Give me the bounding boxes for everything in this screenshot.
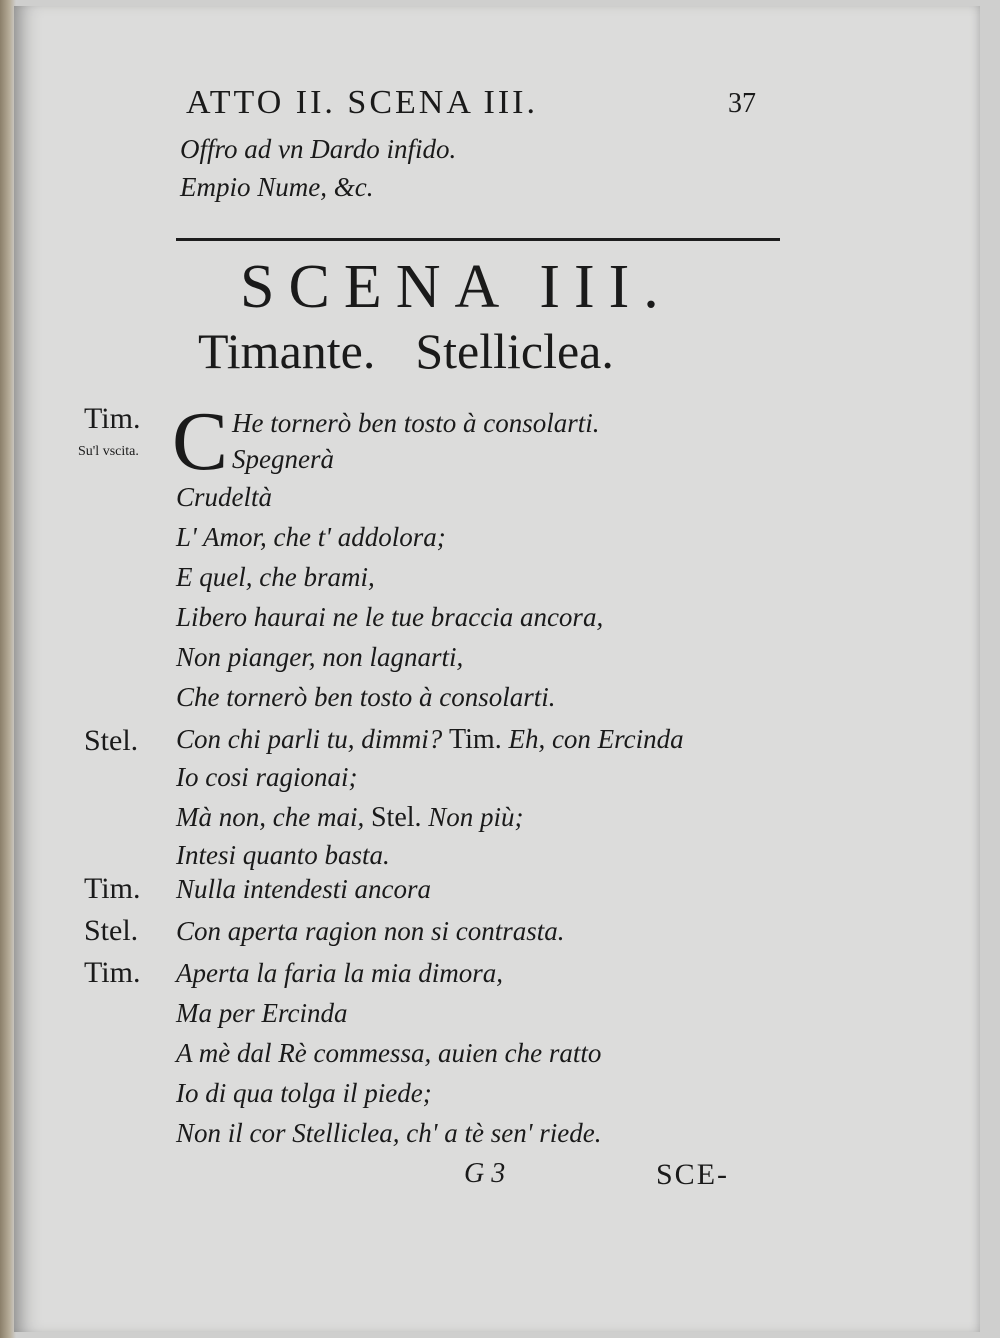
speaker-label: Tim. [84,402,141,435]
running-head: ATTO II. SCENA III. [186,84,538,121]
verse-line: Non pianger, non lagnarti, [176,642,464,672]
catchword: SCE- [656,1158,730,1191]
verse-line: A mè dal Rè commessa, auien che ratto [176,1038,602,1068]
verse-line: Ma per Ercinda [176,998,348,1028]
verse-line: Nulla intendesti ancora [176,874,431,904]
verse-fragment: Non più; [428,802,524,832]
inline-speaker-label: Stel. [370,802,422,833]
character-timante: Timante. [198,323,376,379]
verse-line: Non il cor Stelliclea, ch' a tè sen' riede. [176,1118,602,1148]
verse-fragment: Con chi parli tu, dimmi? [176,724,443,754]
verse-line: Crudeltà [176,482,273,512]
stage-direction: Su'l vscita. [78,444,139,459]
speaker-label: Tim. [84,872,141,905]
verse-line: He tornerò ben tosto à consolarti. [232,408,600,438]
verse-fragment: Eh, con Ercinda [508,724,684,754]
verse-line-mixed [176,724,684,756]
speaker-label: Tim. [84,956,141,989]
verse-line: Con aperta ragion non si contrasta. [176,916,565,946]
verse-line: Io cosi ragionai; [176,762,358,792]
speaker-label: Stel. [84,724,139,757]
verse-line: Libero haurai ne le tue braccia ancora, [176,602,604,632]
verse-fragment: Mà non, che mai, [176,802,365,832]
verse-line: L' Amor, che t' addolora; [176,522,446,552]
signature-mark: G 3 [464,1158,506,1189]
verse-line: Che tornerò ben tosto à consolarti. [176,682,556,712]
character-list [198,322,614,380]
verse-line: Aperta la faria la mia dimora, [176,958,504,988]
scene-title: SCENA III. [240,253,673,321]
verse-line: Io di qua tolga il piede; [176,1078,432,1108]
verse-line-top-2: Empio Nume, &c. [180,172,374,202]
speaker-label: Stel. [84,914,139,947]
verse-line: Intesi quanto basta. [176,840,390,870]
verse-line: E quel, che brami, [176,562,375,592]
section-rule [176,238,780,241]
verse-line-mixed [176,802,524,834]
inline-speaker-label: Tim. [449,724,502,755]
verse-line: Spegnerà [232,444,334,474]
drop-cap: C [172,395,229,488]
verse-line-top-1: Offro ad vn Dardo infido. [180,134,457,164]
page-number: 37 [728,88,756,119]
character-stelliclea: Stelliclea. [415,323,614,379]
